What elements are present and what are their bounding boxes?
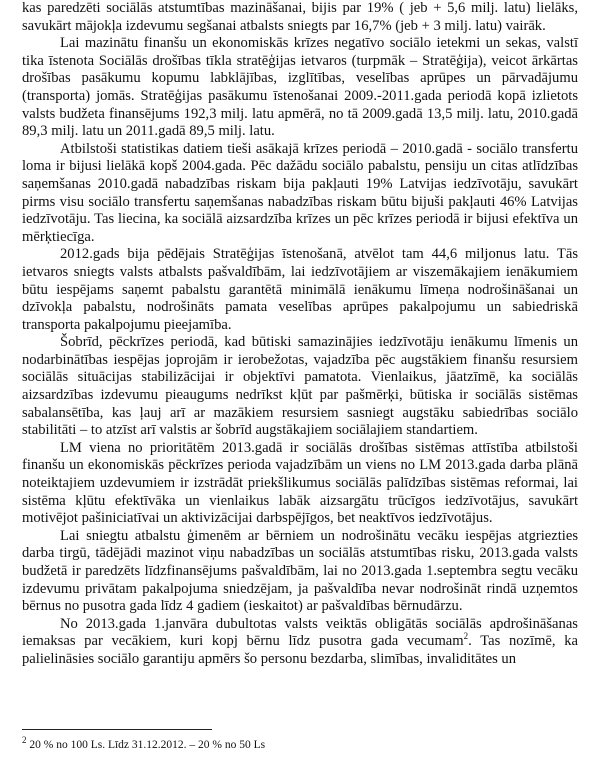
- footnote-divider: [22, 729, 212, 730]
- paragraph-postcrisis: Šobrīd, pēckrīzes periodā, kad būtiski samazinājies iedzīvotāju ienākumu līmenis un nodarbinātības iespējas joprojām ir ierobežotas, vajadzība pēc augstākiem finanšu resursiem sociālās situācijas stabilizācijai ir objektīvi pamatota. Vienlaikus, jāatzīmē, ka sociālās aizsardzības izdevumu pieaugums nedrīkst kļūt par pašmērķi, būtiska ir sociālās sistēmas sabalansētība, kas ļauj arī ar mazākiem resursiem sasniegt augstāku sabiedrības sociālo stabilitāti – to atzīst arī valstis ar šobrīd augstākajiem sociālajiem standartiem.: [22, 334, 578, 439]
- paragraph-lm-priorities: LM viena no prioritātēm 2013.gadā ir sociālās drošības sistēmas attīstība atbilstoši finanšu un ekonomiskās pēckrīzes perioda vajadzībām un viens no LM 2013.gada darba plānā noteiktajiem uzdevumiem ir izstrādāt priekšlikumus sociālās palīdzības sistēmas reformai, lai sistēma kļūtu efektīvāka un vienlaikus labāk aizsargātu trūcīgos iedzīvotājus, savukārt motivējot pašiniciatīvai un aktivizācijai darbspējīgos, bet neaktīvos iedzīvotājus.: [22, 439, 578, 527]
- paragraph-families: Lai sniegtu atbalstu ģimenēm ar bērniem un nodrošinātu vecāku iespējas atgriezties darba tirgū, tādējādi mazinot viņu nabadzības un sociālās atstumtības risku, 2013.gada valsts budžetā ir paredzēts līdzfinansējums pašvaldībām, lai no 2013.gada 1.septembra segtu vecāku izdevumu privātam pakalpojuma sniedzējam, ja pašvaldība nevar nodrošināt rindā uzņemtos bērnus no pusotra gada līdz 4 gadiem (ieskaitot) ar pašvaldības bērnudārzu.: [22, 527, 578, 615]
- paragraph-2012: 2012.gads bija pēdējais Stratēģijas īstenošanā, atvēlot tam 44,6 miljonus latu. Tās ietvaros sniegts valsts atbalsts pašvaldībām, lai iedzīvotājiem ar viszemākajiem ienākumiem būtu iespējams saņemt pabalstu garantētā minimālā ienākumu līmeņa nodrošināšanai un dzīvokļa pabalstu, nodrošināts pamata veselības aprūpes pakalpojumu un sabiedriskā transporta pakalpojumu pieejamība.: [22, 246, 578, 333]
- footnote-mark: 2: [22, 735, 27, 746]
- footnote-text: 20 % no 100 Ls. Līdz 31.12.2012. – 20 % no 50 Ls: [26, 739, 266, 751]
- paragraph-insurance: [22, 616, 578, 669]
- paragraph-insurance-text-a: No 2013.gada 1.janvāra dubultotas valsts veiktās obligātās sociālās apdrošināšanas iemaksas par vecākiem, kuri kopj bērnu līdz pusotra gada vecumam: [22, 615, 578, 650]
- footnote: [22, 735, 266, 752]
- paragraph-strategy: Lai mazinātu finanšu un ekonomiskās krīzes negatīvo sociālo ietekmi un sekas, valstī tika īstenota Sociālās drošības tīkla stratēģijas ietvaros (turpmāk – Stratēģija), veicot ārkārtas drošības pasākumu kopumu labklājības, izglītības, veselības aprūpes un pārvadājumu (transporta) jomās. Stratēģijas pasākumu īstenošanai 2009.-2011.gada periodā kopā izlietots valsts budžeta finansējums 192,3 milj. latu apmērā, no tā 2009.gadā 13,5 milj. latu, 2010.gadā 89,3 milj. latu un 2011.gadā 89,5 milj. latu.: [22, 35, 578, 140]
- paragraph-continuation: kas paredzēti sociālās atstumtības mazināšanai, bijis par 19% ( jeb + 5,6 milj. latu) lielāks, savukārt mājokļa izdevumu segšanai atbalsts sniegts par 16,7% (jeb + 3 milj. latu) vairāk.: [22, 0, 578, 34]
- paragraph-statistics: Atbilstoši statistikas datiem tieši asākajā krīzes periodā – 2010.gadā - sociālo transfertu loma ir bijusi lielākā kopš 2004.gada. Pēc dažādu sociālo pabalstu, pensiju un citas atlīdzības saņemšanas 2010.gadā nabadzības riskam bija pakļauti 19% Latvijas iedzīvotāju, savukārt pirms visu sociālo transfertu saņemšanas nabadzības riskam būtu bijuši pakļauti 46% Latvijas iedzīvotāju. Tas liecina, ka sociālā aizsardzība krīzes un pēc krīzes periodā ir bijusi efektīva un mērķtiecīga.: [22, 140, 578, 245]
- paragraph-insurance-text-b: . Tas nozīmē, ka palielināsies sociālo garantiju apmērs šo personu bezdarba, slimības, invaliditātes un: [22, 633, 579, 667]
- footnote-reference: 2: [463, 631, 469, 642]
